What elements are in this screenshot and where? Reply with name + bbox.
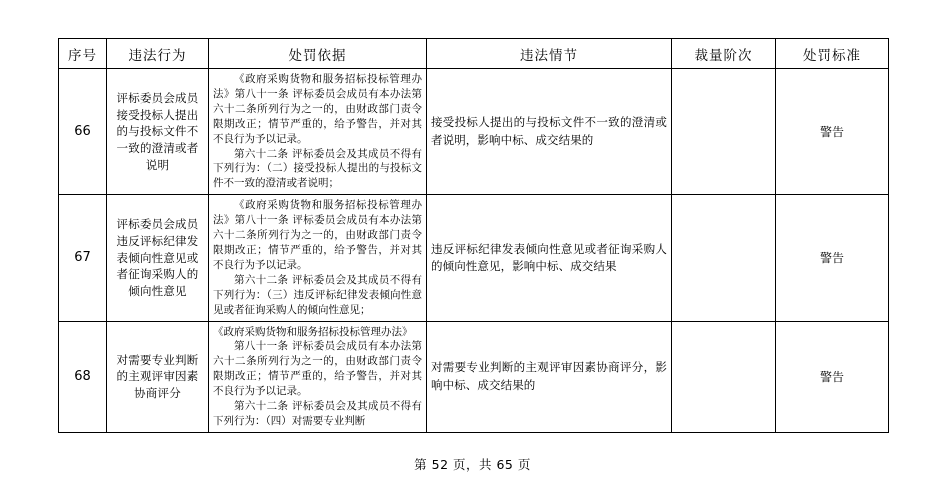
cell-penalty-standard: 警告 (776, 69, 889, 195)
cell-penalty-basis (209, 321, 427, 432)
basis-paragraph: 《政府采购货物和服务招标投标管理办法》第八十一条 评标委员会成员有本办法第六十二条所列行为之一的，由财政部门责令限期改正；情节严重的，给予警告，并对其不良行为予以记录。 (213, 73, 422, 145)
basis-paragraph: 第六十二条 评标委员会及其成员不得有下列行为：（四）对需要专业判断 (213, 400, 422, 427)
cell-illegal-circumstance: 违反评标纪律发表倾向性意见或者征询采购人的倾向性意见，影响中标、成交结果 (427, 195, 672, 321)
column-header-illegal-act: 违法行为 (107, 39, 209, 69)
column-header-no: 序号 (59, 39, 107, 69)
column-header-penalty-standard: 处罚标准 (776, 39, 889, 69)
column-header-illegal-circumstance: 违法情节 (427, 39, 672, 69)
cell-penalty-basis (209, 195, 427, 321)
cell-discretion-level (672, 195, 776, 321)
cell-illegal-circumstance: 对需要专业判断的主观评审因素协商评分，影响中标、成交结果的 (427, 321, 672, 432)
cell-illegal-act: 评标委员会成员接受投标人提出的与投标文件不一致的澄清或者说明 (107, 69, 209, 195)
column-header-discretion-level: 裁量阶次 (672, 39, 776, 69)
cell-penalty-standard: 警告 (776, 321, 889, 432)
basis-paragraph: 第六十二条 评标委员会及其成员不得有下列行为：（三）违反评标纪律发表倾向性意见或者征询采购人的倾向性意见； (213, 273, 422, 316)
table-row (59, 321, 889, 432)
page-footer: 第 52 页，共 65 页 (414, 457, 531, 472)
table-header-row (59, 39, 889, 69)
basis-paragraph: 《政府采购货物和服务招标投标管理办法》 (213, 325, 413, 338)
cell-no: 66 (59, 69, 107, 195)
cell-penalty-standard: 警告 (776, 195, 889, 321)
cell-no: 67 (59, 195, 107, 321)
table-row (59, 69, 889, 195)
basis-paragraph: 第六十二条 评标委员会及其成员不得有下列行为：（二）接受投标人提出的与投标文件不一致的澄清或者说明； (213, 147, 422, 190)
basis-paragraph: 第八十一条 评标委员会成员有本办法第六十二条所列行为之一的，由财政部门责令限期改正；情节严重的，给予警告，并对其不良行为予以记录。 (213, 340, 422, 398)
cell-discretion-level (672, 321, 776, 432)
table-row (59, 195, 889, 321)
cell-discretion-level (672, 69, 776, 195)
cell-penalty-basis (209, 69, 427, 195)
column-header-penalty-basis: 处罚依据 (209, 39, 427, 69)
cell-illegal-act: 评标委员会成员违反评标纪律发表倾向性意见或者征询采购人的倾向性意见 (107, 195, 209, 321)
penalty-discretion-table (58, 38, 889, 433)
cell-no: 68 (59, 321, 107, 432)
basis-paragraph: 《政府采购货物和服务招标投标管理办法》第八十一条 评标委员会成员有本办法第六十二条所列行为之一的，由财政部门责令限期改正；情节严重的，给予警告，并对其不良行为予以记录。 (213, 199, 422, 271)
cell-illegal-act: 对需要专业判断的主观评审因素协商评分 (107, 321, 209, 432)
cell-illegal-circumstance: 接受投标人提出的与投标文件不一致的澄清或者说明，影响中标、成交结果的 (427, 69, 672, 195)
